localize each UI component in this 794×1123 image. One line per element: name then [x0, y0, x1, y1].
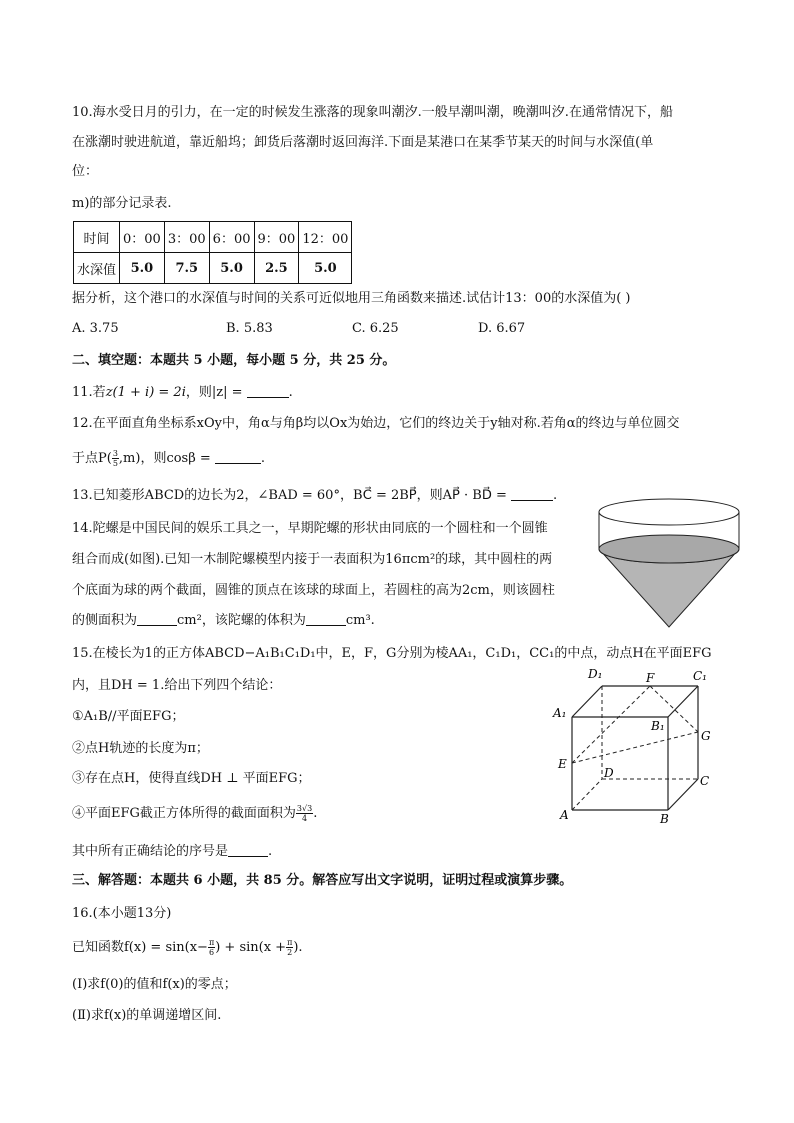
q15-c4-text: ④平面EFG截正方体所得的截面面积为 — [72, 806, 296, 821]
q15-end-text: 其中所有正确结论的序号是 — [72, 844, 229, 859]
answer-blank[interactable] — [511, 488, 553, 501]
table-cell: 7.5 — [164, 253, 209, 284]
q11 — [72, 384, 293, 402]
section-3-header — [72, 872, 572, 890]
label-B: B — [660, 812, 669, 826]
q15-line-end — [72, 843, 272, 861]
section-2-header — [72, 352, 395, 370]
q13-end: . — [553, 488, 558, 503]
label-C1: C₁ — [693, 669, 707, 683]
q14-line-4 — [72, 612, 375, 630]
q10-line-1: 10.海水受日月的引力，在一定的时候发生涨落的现象叫潮汐.一般早潮叫潮，晚潮叫汐.在通常情况下，船 — [72, 105, 673, 120]
label-E: E — [558, 757, 567, 771]
edge-BC — [668, 779, 698, 810]
label-D1: D₁ — [588, 667, 603, 681]
q12-text-a: 于点P( — [72, 451, 112, 466]
section-2-suffix: 分。 — [369, 353, 396, 368]
fraction-numerator: π — [208, 938, 215, 947]
q14-text-b: cm²，该陀螺的体积为 — [177, 613, 306, 628]
table-row — [74, 222, 352, 253]
answer-blank[interactable] — [137, 613, 177, 626]
spinning-top-figure — [596, 497, 742, 631]
q14-line-2: 组合而成(如图).已知一木制陀螺模型内接于一表面积为16πcm²的球，其中圆柱的两 — [72, 552, 553, 567]
cylinder-bottom-face — [599, 535, 739, 563]
edge-B1C1 — [668, 686, 698, 717]
section-3-total: 85 — [263, 873, 282, 888]
section-2-score-each: 5 — [289, 353, 299, 368]
fraction-denominator: 4 — [302, 814, 308, 823]
table-row — [74, 253, 352, 284]
section-2-mid2: 分，共 — [303, 353, 343, 368]
q15-line-2: 内，且DH = 1.给出下列四个结论： — [72, 678, 282, 693]
q12-line-1: 12.在平面直角坐标系xOy中，角α与角β均以Ox为始边，它们的终边关于y轴对称.若角α的终边与单位圆交 — [72, 416, 680, 431]
q16-title: 16.(本小题13分) — [72, 906, 172, 921]
segment-EG — [572, 732, 698, 763]
q16-stem-a: 已知函数f(x) = sin(x− — [72, 940, 208, 955]
edge-A1D1 — [572, 686, 602, 717]
fraction-numerator: 3 — [112, 449, 118, 458]
section-2-prefix: 二、填空题：本题共 — [72, 353, 190, 368]
cube-figure — [548, 664, 728, 830]
option-d: D. 6.67 — [478, 321, 526, 336]
label-G: G — [701, 729, 711, 743]
tide-record-table — [73, 221, 352, 284]
q15-c4-end: . — [313, 806, 318, 821]
q14-line-3: 个底面为球的两个截面，圆锥的顶点在该球的球面上，若圆柱的高为2cm，则该圆柱 — [72, 583, 555, 598]
section-3-suffix: 分。解答应写出文字说明，证明过程或演算步骤。 — [286, 873, 573, 888]
q13-text: 13.已知菱形ABCD的边长为2，∠BAD = 60°，BC⃗ = 2BP⃗，则AP⃗ · BD⃗ = — [72, 488, 507, 503]
option-c: C. 6.25 — [352, 321, 399, 336]
option-a: A. 3.75 — [72, 321, 119, 336]
q11-text-b: ，则|z| = — [185, 385, 243, 400]
q11-expression: z(1 + i) = 2i — [105, 385, 186, 400]
section-2-total: 25 — [346, 353, 365, 368]
table-cell: 时间 — [74, 222, 120, 253]
table-cell: 2.5 — [254, 253, 299, 284]
fraction-numerator: 3√3 — [296, 804, 313, 813]
fraction-denominator: 6 — [209, 948, 215, 957]
section-2-mid1: 小题，每小题 — [207, 353, 286, 368]
answer-blank[interactable] — [228, 844, 268, 857]
q16-part-2: (Ⅱ)求f(x)的单调递增区间. — [72, 1008, 222, 1023]
table-cell: 5.0 — [120, 253, 165, 284]
label-D: D — [604, 766, 614, 780]
edge-AD-hidden — [572, 779, 602, 810]
table-cell: 12：00 — [299, 222, 352, 253]
q16-stem — [72, 938, 303, 957]
q16-stem-c: ). — [293, 940, 303, 955]
section-2-count: 5 — [193, 353, 203, 368]
table-cell: 0：00 — [120, 222, 165, 253]
label-A: A — [560, 808, 569, 822]
section-3-count: 6 — [193, 873, 203, 888]
q15-conclusion-4 — [72, 804, 317, 823]
table-cell: 5.0 — [299, 253, 352, 284]
q15-conclusion-3: ③存在点H，使得直线DH ⊥ 平面EFG； — [72, 771, 311, 786]
q16-stem-b: ) + sin(x + — [215, 940, 287, 955]
table-cell: 3：00 — [164, 222, 209, 253]
q16-part-1: (Ⅰ)求f(0)的值和f(x)的零点； — [72, 977, 237, 992]
table-cell: 5.0 — [209, 253, 254, 284]
q10-question: 据分析，这个港口的水深值与时间的关系可近似地用三角函数来描述.试估计13：00的水深值为( ) — [72, 291, 631, 306]
fraction-numerator: π — [287, 938, 293, 947]
q12-text-b: ,m)，则cosβ = — [118, 451, 211, 466]
q14-text-c: cm³. — [345, 613, 375, 628]
label-F: F — [646, 671, 655, 685]
q10-line-3: 位： — [72, 164, 99, 179]
option-b: B. 5.83 — [226, 321, 273, 336]
q12-end: . — [260, 451, 266, 466]
q15-conclusion-1: ①A₁B//平面EFG； — [72, 709, 185, 724]
table-cell: 6：00 — [209, 222, 254, 253]
cylinder-top-face — [599, 499, 739, 525]
q14-text-a: 的侧面积为 — [72, 613, 138, 628]
table-cell: 水深值 — [74, 253, 120, 284]
q12-line-2 — [72, 449, 265, 468]
answer-blank[interactable] — [306, 613, 346, 626]
q11-end: . — [288, 385, 293, 400]
q13 — [72, 487, 557, 505]
q10-line-4: m)的部分记录表. — [72, 196, 172, 211]
section-3-prefix: 三、解答题：本题共 — [72, 873, 190, 888]
q15-line-1: 15.在棱长为1的正方体ABCD−A₁B₁C₁D₁中，E，F，G分别为棱AA₁，C₁D₁，CC₁的中点，动点H在平面EFG — [72, 646, 712, 661]
fraction-denominator: 5 — [112, 459, 118, 468]
segment-EF — [572, 686, 650, 763]
label-A1: A₁ — [553, 706, 567, 720]
label-C: C — [700, 774, 710, 788]
answer-blank[interactable] — [247, 385, 289, 398]
q10-line-2: 在涨潮时驶进航道，靠近船坞；卸货后落潮时返回海洋.下面是某港口在某季节某天的时间与水深值(单 — [72, 135, 654, 150]
section-3-mid1: 小题，共 — [207, 873, 260, 888]
q15-conclusion-2: ②点H轨迹的长度为π； — [72, 741, 209, 756]
fraction — [296, 804, 313, 823]
fraction-denominator: 2 — [287, 948, 293, 957]
q15-end-period: . — [268, 844, 273, 859]
answer-blank[interactable] — [215, 451, 261, 464]
label-B1: B₁ — [651, 719, 665, 733]
q11-text-a: 11.若 — [72, 385, 106, 400]
fraction — [112, 449, 119, 468]
table-cell: 9：00 — [254, 222, 299, 253]
q14-line-1: 14.陀螺是中国民间的娱乐工具之一，早期陀螺的形状由同底的一个圆柱和一个圆锥 — [72, 521, 548, 536]
